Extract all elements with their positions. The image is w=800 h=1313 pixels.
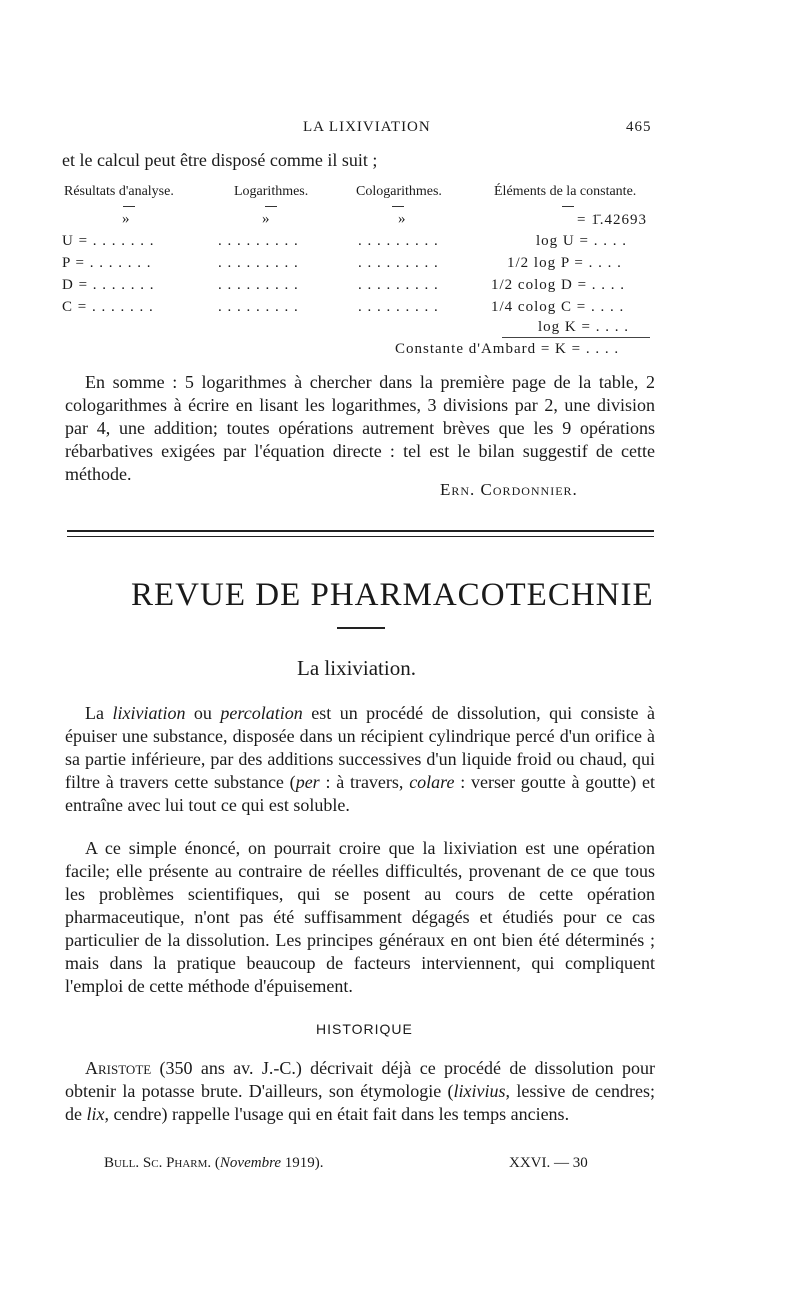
paragraph-difficulties: A ce simple énoncé, on pourrait croire que la lixiviation est une opération facile; elle présente au contraire de réelles difficultés, provenant de ce que tous les problèmes scientifiques, qui se posent au cours de cette opération pharmaceutique, n'ont pas été suffisamment dégagés et étudiés pour ce cas particulier de la dissolution. Les principes généraux en ont bien été déterminés ; mais dans la pratique beaucoup de facteurs interviennent, qui compliquent l'emploi de cette méthode d'épuisement. (65, 838, 655, 996)
text-run: est un procédé de dissolution, qui consiste à épuiser une substance, disposée dans un récipient cylindrique percé d'un orifice à sa partie inférieure, par des additions successives d'un liquide froid ou chaud, qui filtre à travers cette substance ( (65, 703, 656, 792)
intro-line: et le calcul peut être disposé comme il suit ; (62, 150, 378, 170)
text-run: La (85, 703, 113, 723)
text-run: : verser goutte à goutte) et entraîne avec lui tout ce qui est soluble. (65, 772, 655, 815)
table-cell: » (262, 211, 271, 227)
section-rule-bottom (67, 536, 654, 537)
footer-signature-mark: XXVI. — 30 (509, 1155, 588, 1171)
constante-ambard: Constante d'Ambard = K = . . . . (395, 341, 620, 357)
term-lixivius: lixivius (453, 1081, 506, 1101)
term-lixiviation: lixiviation (112, 703, 186, 723)
table-row-label: P = . . . . . . . (62, 255, 152, 271)
table-cell: . . . . . . . . . (218, 255, 299, 271)
table-row-label: C = . . . . . . . (62, 299, 154, 315)
author-name: Aristote (85, 1058, 152, 1078)
table-cell: 1/4 colog C = . . . . (491, 299, 625, 315)
column-header-resultats: Résultats d'analyse. (64, 184, 174, 199)
column-dash (392, 206, 404, 207)
paragraph-intro (65, 702, 655, 817)
sum-rule (502, 337, 650, 338)
table-cell: log U = . . . . (536, 233, 627, 249)
table-cell: . . . . . . . . . (358, 277, 439, 293)
column-header-elements: Éléments de la constante. (494, 184, 637, 199)
column-dash (562, 206, 574, 207)
table-cell: . . . . . . . . . (218, 233, 299, 249)
table-row-label: D = . . . . . . . (62, 277, 155, 293)
table-cell: . . . . . . . . . (358, 233, 439, 249)
column-dash (123, 206, 135, 207)
article-title: La lixiviation. (297, 656, 416, 680)
text-run: Novembre (219, 1155, 282, 1171)
table-cell: . . . . . . . . . (358, 299, 439, 315)
table-row-label: U = . . . . . . . (62, 233, 155, 249)
table-cell: » (398, 211, 407, 227)
column-header-logarithmes: Logarithmes. (234, 184, 309, 199)
footer-citation (104, 1155, 324, 1172)
title-rule (337, 627, 385, 629)
text-run: Bull. Sc. Pharm. ( (104, 1155, 220, 1171)
text-run: : à travers, (319, 772, 410, 792)
text-run: , cendre) rappelle l'usage qui en était fait dans les temps anciens. (104, 1104, 570, 1124)
paragraph-history (65, 1057, 655, 1126)
term-percolation: percolation (220, 703, 303, 723)
signature: Ern. Cordonnier. (440, 480, 578, 499)
running-title: LA LIXIVIATION (303, 119, 431, 135)
text-run: 1919). (281, 1155, 324, 1171)
table-cell: . . . . . . . . . (358, 255, 439, 271)
text-run: ou (185, 703, 221, 723)
page-number: 465 (626, 119, 652, 135)
text-run: , lessive de cendres; de (65, 1081, 655, 1124)
term-per: per (295, 772, 320, 792)
log-k: log K = . . . . (538, 319, 629, 335)
term-colare: colare (409, 772, 455, 792)
table-cell: . . . . . . . . . (218, 299, 299, 315)
historique-heading: HISTORIQUE (316, 1021, 413, 1037)
table-cell: = 1̄.42693 (577, 212, 647, 228)
section-title: REVUE DE PHARMACOTECHNIE (131, 577, 654, 613)
table-cell: 1/2 colog D = . . . . (491, 277, 626, 293)
table-cell: » (122, 211, 131, 227)
table-cell: . . . . . . . . . (218, 277, 299, 293)
term-lix: lix (86, 1104, 105, 1124)
table-cell: 1/2 log P = . . . . (507, 255, 622, 271)
column-header-cologarithmes: Cologarithmes. (356, 184, 442, 199)
summary-paragraph: En somme : 5 logarithmes à chercher dans la première page de la table, 2 cologarithmes à écrire en lisant les logarithmes, 3 divisions par 2, une division par 4, une addition; toutes opérations autrement brèves que les 9 opérations rébarbatives exigées par l'équation directe : tel est le bilan suggestif de cette méthode. (65, 372, 655, 484)
column-dash (265, 206, 277, 207)
text-run: (350 ans av. J.-C.) décrivait déjà ce procédé de dissolution pour obtenir la potasse brute. D'ailleurs, son étymologie ( (65, 1058, 655, 1101)
section-rule-top (67, 530, 654, 532)
